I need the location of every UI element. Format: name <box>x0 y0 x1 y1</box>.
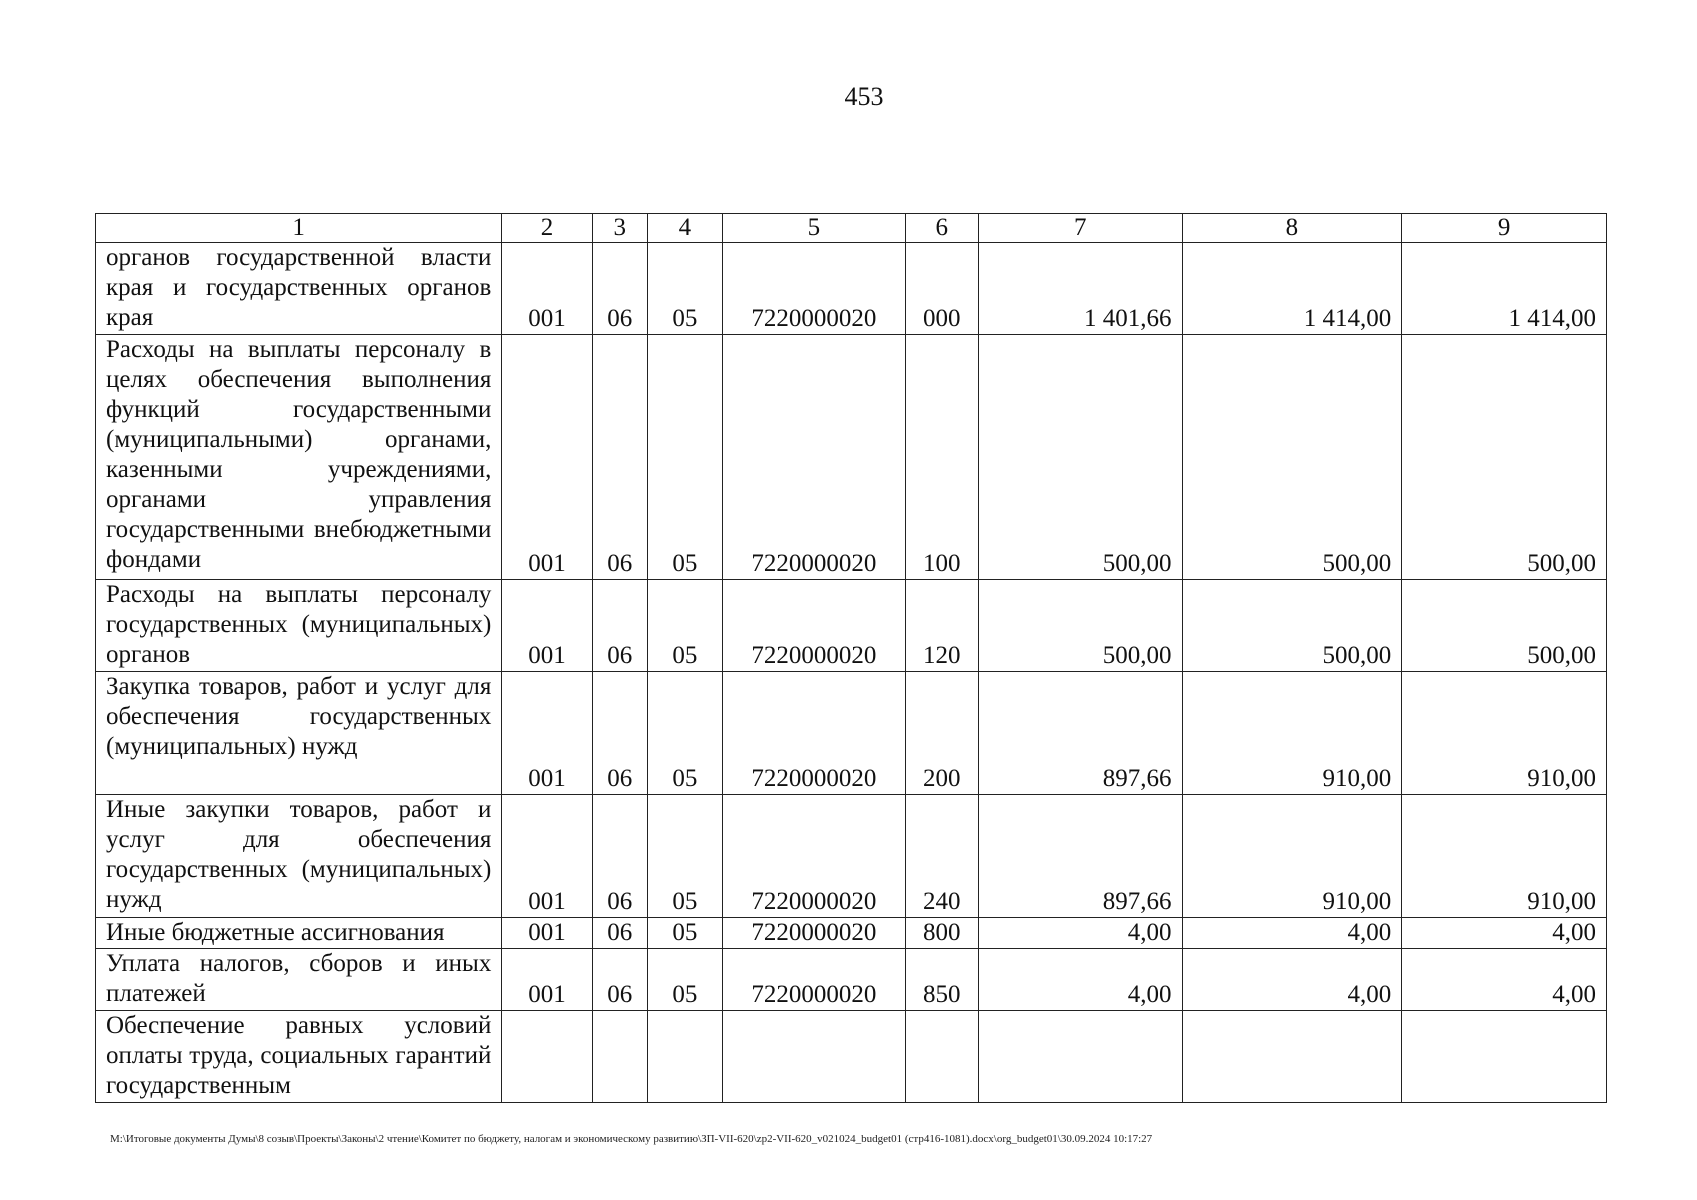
column-header: 4 <box>647 214 722 243</box>
cell-expense-type <box>905 1011 978 1103</box>
table-row <box>96 335 1607 580</box>
cell-amount: 897,66 <box>978 672 1182 795</box>
cell-amount: 4,00 <box>1402 949 1607 1011</box>
cell-target-article: 7220000020 <box>723 243 906 335</box>
table-row <box>96 949 1607 1011</box>
cell-section <box>592 1011 647 1103</box>
budget-table <box>95 213 1607 1103</box>
cell-target-article: 7220000020 <box>723 672 906 795</box>
row-description: Расходы на выплаты персоналу в целях обеспечения выполнения функций государственными (муниципальными) органами, казенными учреждениями, органами управления государственными внебюджетными фондами <box>96 335 502 580</box>
cell-code: 001 <box>502 795 592 918</box>
cell-subsection: 05 <box>647 672 722 795</box>
row-description: Уплата налогов, сборов и иных платежей <box>96 949 502 1011</box>
cell-target-article: 7220000020 <box>723 795 906 918</box>
row-description: Иные бюджетные ассигнования <box>96 918 502 949</box>
cell-amount: 500,00 <box>1182 580 1402 672</box>
column-header: 2 <box>502 214 592 243</box>
cell-amount: 1 414,00 <box>1402 243 1607 335</box>
cell-amount <box>978 1011 1182 1103</box>
cell-subsection: 05 <box>647 918 722 949</box>
column-header: 9 <box>1402 214 1607 243</box>
column-header: 3 <box>592 214 647 243</box>
column-header: 7 <box>978 214 1182 243</box>
cell-amount: 500,00 <box>978 335 1182 580</box>
cell-amount: 4,00 <box>1402 918 1607 949</box>
cell-subsection: 05 <box>647 335 722 580</box>
cell-amount <box>1402 1011 1607 1103</box>
table-row <box>96 580 1607 672</box>
cell-amount: 500,00 <box>1182 335 1402 580</box>
cell-amount: 500,00 <box>978 580 1182 672</box>
cell-section: 06 <box>592 672 647 795</box>
cell-target-article <box>723 1011 906 1103</box>
cell-subsection: 05 <box>647 580 722 672</box>
cell-code: 001 <box>502 918 592 949</box>
table-row <box>96 918 1607 949</box>
cell-amount: 4,00 <box>1182 918 1402 949</box>
cell-subsection: 05 <box>647 795 722 918</box>
document-file-path: M:\Итоговые документы Думы\8 созыв\Проекты\Законы\2 чтение\Комитет по бюджету, налогам и экономическому развитию\ЗП-VII-620\zp2-VII-620_v021024_budget01 (стр416-1081).docx\org_budget01\30.09.2024 10:17:27 <box>110 1133 1153 1145</box>
row-description: Обеспечение равных условий оплаты труда, социальных гарантий государственным <box>96 1011 502 1103</box>
cell-target-article: 7220000020 <box>723 918 906 949</box>
row-description: Расходы на выплаты персоналу государственных (муниципальных) органов <box>96 580 502 672</box>
cell-amount: 910,00 <box>1182 672 1402 795</box>
column-header: 6 <box>905 214 978 243</box>
cell-subsection: 05 <box>647 949 722 1011</box>
column-header: 1 <box>96 214 502 243</box>
row-description: органов государственной власти края и государственных органов края <box>96 243 502 335</box>
cell-amount: 4,00 <box>1182 949 1402 1011</box>
cell-expense-type: 100 <box>905 335 978 580</box>
cell-amount: 910,00 <box>1402 795 1607 918</box>
row-description: Закупка товаров, работ и услуг для обеспечения государственных (муниципальных) нужд <box>96 672 502 795</box>
cell-code <box>502 1011 592 1103</box>
cell-section: 06 <box>592 918 647 949</box>
cell-code: 001 <box>502 580 592 672</box>
cell-expense-type: 200 <box>905 672 978 795</box>
cell-amount: 910,00 <box>1402 672 1607 795</box>
cell-expense-type: 120 <box>905 580 978 672</box>
cell-target-article: 7220000020 <box>723 335 906 580</box>
cell-amount <box>1182 1011 1402 1103</box>
cell-section: 06 <box>592 580 647 672</box>
cell-amount: 897,66 <box>978 795 1182 918</box>
table-row <box>96 795 1607 918</box>
cell-expense-type: 240 <box>905 795 978 918</box>
cell-subsection: 05 <box>647 243 722 335</box>
cell-section: 06 <box>592 335 647 580</box>
column-header: 8 <box>1182 214 1402 243</box>
cell-expense-type: 000 <box>905 243 978 335</box>
column-header: 5 <box>723 214 906 243</box>
page-number: 453 <box>844 82 884 111</box>
cell-code: 001 <box>502 335 592 580</box>
table-row <box>96 1011 1607 1103</box>
cell-amount: 910,00 <box>1182 795 1402 918</box>
cell-section: 06 <box>592 949 647 1011</box>
cell-code: 001 <box>502 243 592 335</box>
cell-amount: 500,00 <box>1402 335 1607 580</box>
cell-section: 06 <box>592 243 647 335</box>
cell-amount: 4,00 <box>978 918 1182 949</box>
cell-amount: 500,00 <box>1402 580 1607 672</box>
cell-amount: 1 401,66 <box>978 243 1182 335</box>
cell-expense-type: 850 <box>905 949 978 1011</box>
cell-section: 06 <box>592 795 647 918</box>
cell-target-article: 7220000020 <box>723 580 906 672</box>
cell-code: 001 <box>502 949 592 1011</box>
cell-amount: 4,00 <box>978 949 1182 1011</box>
cell-amount: 1 414,00 <box>1182 243 1402 335</box>
cell-code: 001 <box>502 672 592 795</box>
table-row <box>96 243 1607 335</box>
row-description: Иные закупки товаров, работ и услуг для обеспечения государственных (муниципальных) нужд <box>96 795 502 918</box>
table-header-row <box>96 214 1607 243</box>
cell-expense-type: 800 <box>905 918 978 949</box>
cell-subsection <box>647 1011 722 1103</box>
cell-target-article: 7220000020 <box>723 949 906 1011</box>
table-row <box>96 672 1607 795</box>
